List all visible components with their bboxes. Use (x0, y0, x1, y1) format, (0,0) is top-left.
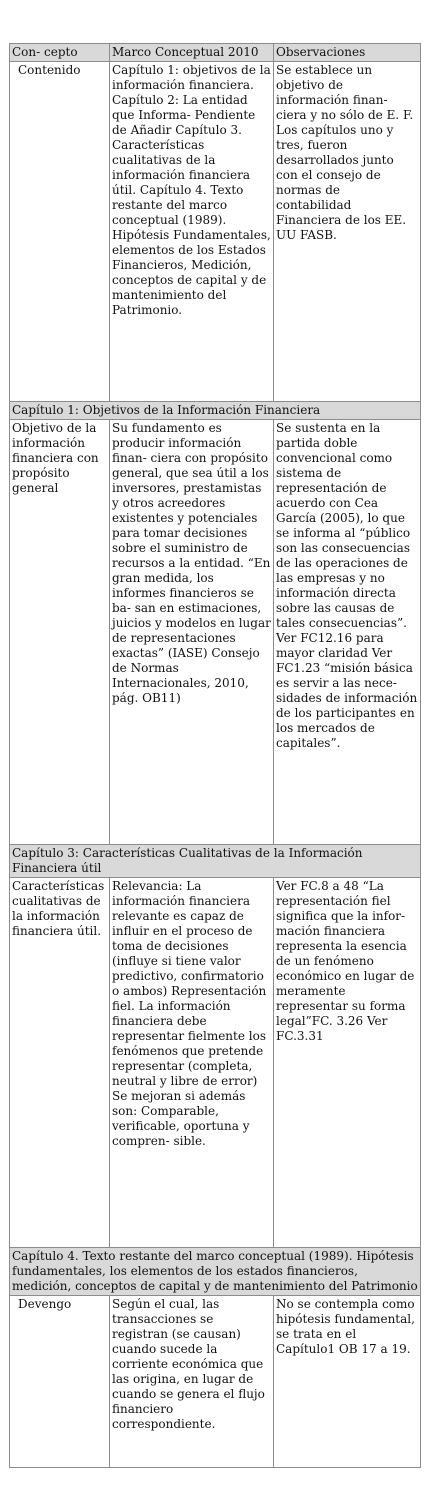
table-row (10, 62, 421, 402)
section-title: Capítulo 1: Objetivos de la Información Financiera (10, 402, 421, 420)
observations-cell: Ver FC.8 a 48 “La representación fiel significa que la infor- mación financiera representa la esencia de un fenómeno económico en lugar de meramente representar su forma legal”FC. 3.26 Ver FC.3.31 (274, 878, 421, 1248)
concept-cell: Características cualitativas de la información financiera útil. (10, 878, 110, 1248)
framework-cell: Capítulo 1: objetivos de la información financiera. Capítulo 2: La entidad que Informa- Pendiente de Añadir Capítulo 3. Características cualitativas de la información financiera útil. Capítulo 4. Texto restante del marco conceptual (1989). Hipótesis Fundamentales, elementos de los Estados Financieros, Medición, conceptos de capital y de mantenimiento del Patrimonio. (110, 62, 274, 402)
comparison-table (9, 43, 421, 1468)
table-header-row (10, 44, 421, 62)
framework-cell: Su fundamento es producir información finan- ciera con propósito general, que sea útil a los inversores, prestamistas y otros acreedores existentes y potenciales para tomar decisiones sobre el suministro de recursos a la entidad. “En gran medida, los informes financieros se ba- san en estimaciones, juicios y modelos en lugar de representaciones exactas” (IASE) Consejo de Normas Internacionales, 2010, pág. OB11) (110, 420, 274, 845)
observations-cell: Se sustenta en la partida doble convencional como sistema de representación de acuerdo con Cea García (2005), lo que se informa al “público son las consecuencias de las operaciones de las empresas y no información directa sobre las causas de tales consecuencias”. Ver FC12.16 para mayor claridad Ver FC1.23 “misión básica es servir a las nece- sidades de información de los participantes en los mercados de capitales”. (274, 420, 421, 845)
framework-cell: Relevancia: La información financiera relevante es capaz de influir en el proceso de toma de decisiones (influye si tiene valor predictivo, confirmatorio o ambos) Representación fiel. La información financiera debe representar fielmente los fenómenos que pretende representar (completa, neutral y libre de error) Se mejoran si además son: Comparable, verificable, oportuna y compren- sible. (110, 878, 274, 1248)
concept-cell: Contenido (10, 62, 110, 402)
table-row (10, 878, 421, 1248)
header-concept: Con- cepto (10, 44, 110, 62)
concept-cell: Devengo (10, 1296, 110, 1468)
framework-cell: Según el cual, las transacciones se registran (se causan) cuando sucede la corriente económica que las origina, en lugar de cuando se genera el flujo financiero correspondiente. (110, 1296, 274, 1468)
section-row (10, 402, 421, 420)
observations-cell: No se contempla como hipótesis fundamental, se trata en el Capítulo1 OB 17 a 19. (274, 1296, 421, 1468)
header-framework: Marco Conceptual 2010 (110, 44, 274, 62)
table-row (10, 1296, 421, 1468)
header-observations: Observaciones (274, 44, 421, 62)
section-row (10, 845, 421, 878)
concept-cell: Objetivo de la información financiera con propósito general (10, 420, 110, 845)
observations-cell: Se establece un objetivo de información finan- ciera y no sólo de E. F. Los capítulos uno y tres, fueron desarrollados junto con el consejo de normas de contabilidad Financiera de los EE. UU FASB. (274, 62, 421, 402)
document-page (9, 43, 420, 1468)
section-row (10, 1248, 421, 1296)
section-title: Capítulo 4. Texto restante del marco conceptual (1989). Hipótesis fundamentales, los elementos de los estados financieros, medición, conceptos de capital y de mantenimiento del Patrimonio (10, 1248, 421, 1296)
section-title: Capítulo 3: Características Cualitativas de la Información Financiera útil (10, 845, 421, 878)
table-row (10, 420, 421, 845)
